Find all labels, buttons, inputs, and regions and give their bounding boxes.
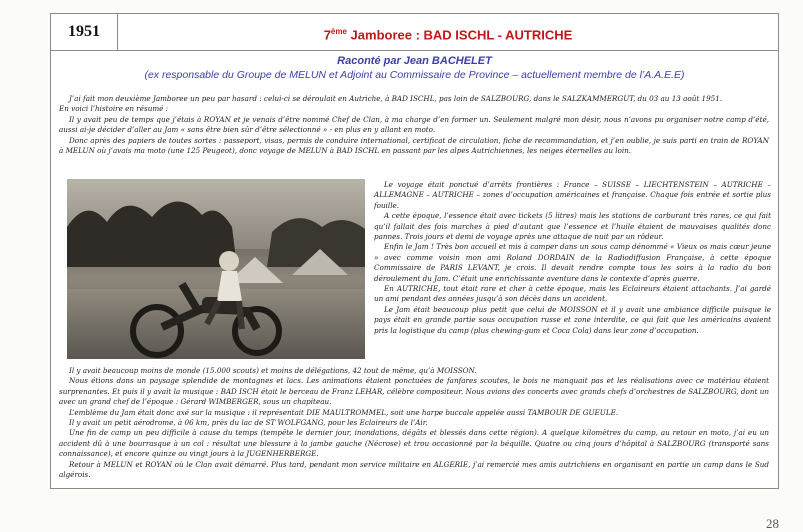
motorcycle-rider-figure [107, 239, 307, 359]
text-block-bottom [59, 366, 769, 480]
paragraph: En voici l’histoire en résumé : [59, 104, 169, 114]
text-block-top [59, 94, 769, 156]
paragraph: Le voyage était ponctué d’arrêts frontières : France – SUISSE – LIECHTENSTEIN – AUTRICHE – ALLEMAGNE – AUTRICHE – zones d’occupation américaines et française. Chaque fois entrée et sortie plus fouille. [374, 180, 771, 210]
text-block-right [374, 180, 771, 336]
paragraph: En AUTRICHE, tout était rare et cher à cette époque, mais les Eclaireurs étaient attachants. J’ai gardé un ami pendant des années jusqu’à son décès dans un accident. [374, 284, 771, 304]
paragraph: Retour à MELUN et ROYAN où le Clan avait démarré. Plus tard, pendant mon service militaire en ALGERIE, j’ai remercié mes amis autrichiens en organisant en partie un camp dans le Sud algérois. [59, 459, 769, 480]
author-role-line: (ex responsable du Groupe de MELUN et Adjoint au Commissaire de Province – actuellement membre de l’A.A.E.E) [144, 69, 685, 81]
page-title [118, 14, 778, 50]
paragraph: Il y avait peu de temps que j’étais à ROYAN et je venais d’être nommé Chef de Clan, à ma charge d’en former un. Seulement malgré mon désir, nous n’avons pu organiser notre camp d’été, aussi ai-je décider d’aller au Jam « sans être bien sûr d’être sélectionné » - en plus en y allant en moto. [59, 114, 769, 135]
title-ordinal-suffix: ème [330, 27, 347, 36]
paragraph: A cette époque, l’essence était avec tickets (5 litres) mais les stations de carburant très rares, ce qui fait qu’il fallait des fois marches à pied d’autant que l’essence et l’huile étaient de mauvaises qualités donc pannes. Trois jours et demi de voyage après une attaque de nuit par un rôdeur. [374, 211, 771, 242]
paragraph: Donc après des papiers de toutes sortes : passeport, visas, permis de conduire international, certificat de circulation, fiche de recommandation, et j’en oublie, je suis parti en train de ROYAN à MELUN où j’avais ma moto (une 125 Peugeot), donc voyage de MELUN à BAD ISCHL en passant par les alpes Autrichiennes, les neiges éternelles au loin. [59, 135, 769, 156]
paragraph: Le Jam était beaucoup plus petit que celui de MOISSON et il y avait une ambiance difficile puisque le pays était en grande partie sous occupation russe et zone interdite, ce qui fait que les américains avaient pris la logistique du camp (plus chewing-gum et Coca Cola) dans leur zone d’occupation. [374, 304, 771, 335]
header-bar [51, 14, 778, 51]
paragraph: Nous étions dans un paysage splendide de montagnes et lacs. Les animations étaient ponctuées de fanfares scoutes, le bois ne manquait pas et les réalisations avec ce matériau étaient surprenantes. Et puis il y avait la musique : BAD ISCH était le berceau de Franz LEHAR, célèbre compositeur. Nous avions des concerts avec grands chefs d’orchestres de SALZBOURG, dont un avec un grand chef de l’époque : Gérard WIMBERGER, sous un chapiteau. [59, 376, 769, 407]
paragraph: Il y avait un petit aérodrome, à 06 km, près du lac de ST WOLFGANG, pour les Eclaireurs de l’Air. [69, 418, 428, 428]
paragraph: J’ai fait mon deuxième Jamboree un peu par hasard : celui-ci se déroulait en Autriche, à BAD ISCHL, pas loin de SALZBOURG, dans le SALZKAMMERGUT, du 03 au 13 août 1951. [69, 94, 723, 103]
page-number: 28 [766, 516, 779, 531]
camp-photograph [67, 179, 365, 359]
author-line: Raconté par Jean BACHELET [337, 55, 492, 67]
paragraph: Une fin de camp un peu difficile à cause du temps (tempête le dernier jour, inondations, dégâts et blessés dans cette région). A quelque kilomètres du camp, au retour en moto, j’ai eu un accident dû à une bourrasque à un col : résultat une blessure à la jambe gauche (Nécrose) et trou occasionné par la béquille. Quatre ou cinq jours d’hôpital à SALZBOURG (transporté sans connaissance), et encore quinze ou vingt jours à la JUGENHERBERGE. [59, 428, 769, 459]
paragraph: Enfin le Jam ! Très bon accueil et mis à camper dans un sous camp dénommé « Vieux os mais cœur jeune » avec comme voisin mon ami Roland DORDAIN de la Radiodiffusion Française, à cette époque Commissaire de PARIS LEVANT, je crois. Il devait rendre compte tous les soirs à la radio du bon déroulement du Jam. C’était une enrichissante aventure dans le contexte d’après guerre. [374, 242, 771, 283]
year-label: 1951 [51, 14, 118, 50]
paragraph: L’emblème du Jam était donc axé sur la musique : il représentait DIE MAULTROMMEL, soit une harpe buccale appelée aussi TAMBOUR DE GUEULE. [69, 407, 619, 417]
title-ordinal: 7 [323, 27, 331, 43]
document-page [50, 13, 779, 489]
paragraph: Il y avait beaucoup moins de monde (15.000 scouts) et moins de délégations, 42 tout de même, qu’à MOISSON. [69, 366, 477, 375]
title-text: Jamboree : BAD ISCHL - AUTRICHE [346, 27, 573, 43]
